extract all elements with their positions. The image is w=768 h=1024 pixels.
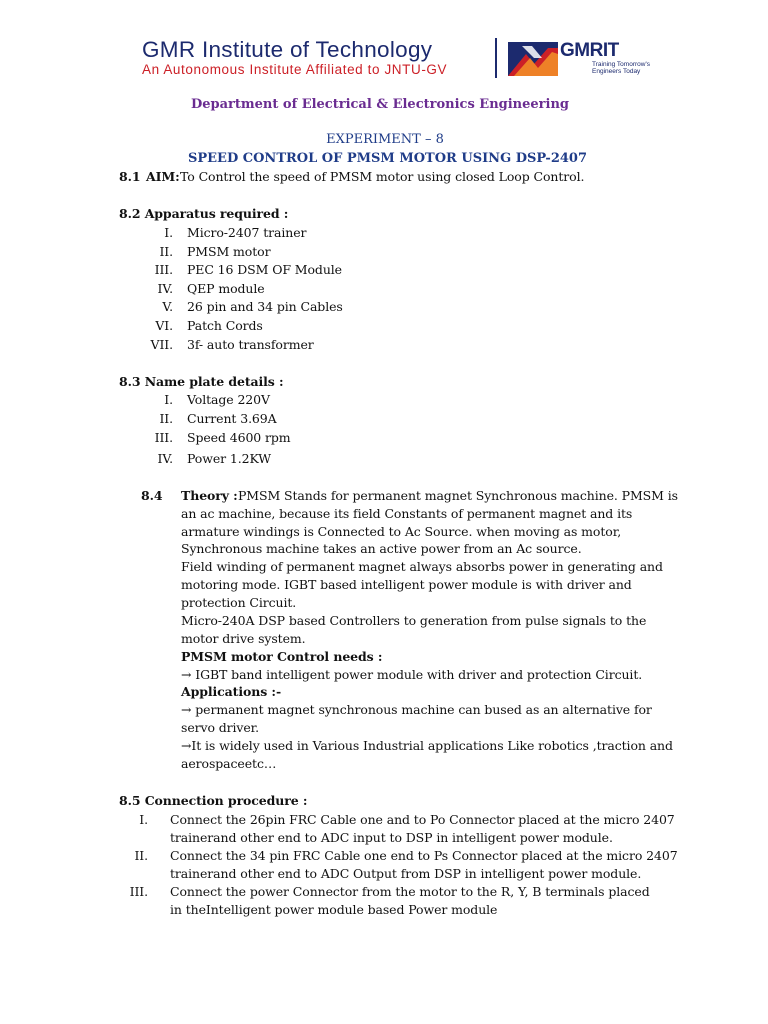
list-item-line: Connect the power Connector from the motor to the R, Y, B terminals placed [170, 884, 650, 899]
list-number: VI. [155, 318, 173, 333]
applications-line: servo driver. [181, 720, 260, 735]
aim-number: 8.1 [119, 169, 141, 184]
experiment-number: EXPERIMENT – 8 [326, 132, 444, 147]
list-item-line: Connect the 34 pin FRC Cable one end to Ps Connector placed at the micro 2407 [170, 848, 678, 863]
theory-line: Field winding of permanent magnet always absorbs power in generating and [181, 559, 663, 574]
list-item-line: in theIntelligent power module based Power module [170, 902, 498, 917]
applications-line: aerospaceetc… [181, 756, 277, 771]
control-needs-heading: PMSM motor Control needs : [181, 649, 383, 664]
list-number: III. [129, 884, 148, 899]
connection-heading: 8.5 Connection procedure : [119, 793, 308, 808]
list-item: Voltage 220V [187, 392, 270, 407]
list-item-line: trainerand other end to ADC Output from DSP in intelligent power module. [170, 866, 642, 881]
institute-subtitle: An Autonomous Institute Affiliated to JNTU-GV [142, 62, 448, 77]
list-number: I. [164, 225, 173, 240]
department-title: Department of Electrical & Electronics Engineering [190, 97, 570, 112]
gmrit-tagline-2: Engineers Today [592, 68, 641, 75]
list-item: PEC 16 DSM OF Module [187, 262, 342, 277]
list-item: PMSM motor [187, 244, 271, 259]
theory-line: Micro-240A DSP based Controllers to generation from pulse signals to the [181, 613, 647, 628]
list-item: Speed 4600 rpm [187, 430, 291, 445]
theory-line: motoring mode. IGBT based intelligent power module is with driver and [181, 577, 632, 592]
list-item: Patch Cords [187, 318, 263, 333]
theory-line: motor drive system. [181, 631, 306, 646]
list-item-line: trainerand other end to ADC input to DSP in intelligent power module. [170, 830, 613, 845]
list-number: IV. [157, 451, 173, 466]
nameplate-heading: 8.3 Name plate details : [119, 374, 284, 389]
applications-line: → permanent magnet synchronous machine can bused as an alternative for [181, 702, 652, 717]
gmrit-tagline-1: Training Tomorrow's [592, 61, 650, 68]
list-number: IV. [157, 281, 173, 296]
theory-line: an ac machine, because its field Constants of permanent magnet and its [181, 506, 633, 521]
theory-number: 8.4 [141, 488, 163, 503]
letterhead [0, 0, 768, 90]
list-number: V. [162, 299, 173, 314]
aim-text: To Control the speed of PMSM motor using closed Loop Control. [180, 169, 585, 184]
gmrit-logo-icon [508, 42, 558, 76]
applications-heading: Applications :- [181, 684, 282, 699]
list-item: Micro-2407 trainer [187, 225, 307, 240]
list-item: 26 pin and 34 pin Cables [187, 299, 343, 314]
list-number: I. [139, 812, 148, 827]
theory-line: armature windings is Connected to Ac Source. when moving as motor, [181, 524, 622, 539]
control-needs-item: → IGBT band intelligent power module with driver and protection Circuit. [181, 667, 643, 682]
list-number: II. [159, 411, 173, 426]
experiment-title: SPEED CONTROL OF PMSM MOTOR USING DSP-2407 [187, 151, 587, 166]
theory-line: PMSM Stands for permanent magnet Synchronous machine. PMSM is [238, 488, 678, 503]
list-number: VII. [150, 337, 173, 352]
list-number: I. [164, 392, 173, 407]
theory-line: Synchronous machine takes an active power from an Ac source. [181, 541, 582, 556]
list-item: Current 3.69A [187, 411, 277, 426]
list-item-line: Connect the 26pin FRC Cable one and to Po Connector placed at the micro 2407 [170, 812, 675, 827]
list-number: II. [159, 244, 173, 259]
institute-name: GMR Institute of Technology [142, 37, 433, 62]
list-number: III. [154, 430, 173, 445]
list-number: II. [134, 848, 148, 863]
theory-line: protection Circuit. [181, 595, 297, 610]
theory-label: Theory : [181, 488, 238, 503]
list-number: III. [154, 262, 173, 277]
apparatus-heading: 8.2 Apparatus required : [119, 206, 289, 221]
applications-line: →It is widely used in Various Industrial applications Like robotics ,traction and [181, 738, 673, 753]
list-item: QEP module [187, 281, 265, 296]
logo-divider [495, 38, 497, 78]
list-item: Power 1.2KW [187, 451, 271, 466]
list-item: 3f- auto transformer [187, 337, 314, 352]
gmrit-brand: GMRIT [560, 40, 619, 61]
aim-label: AIM: [146, 169, 180, 184]
